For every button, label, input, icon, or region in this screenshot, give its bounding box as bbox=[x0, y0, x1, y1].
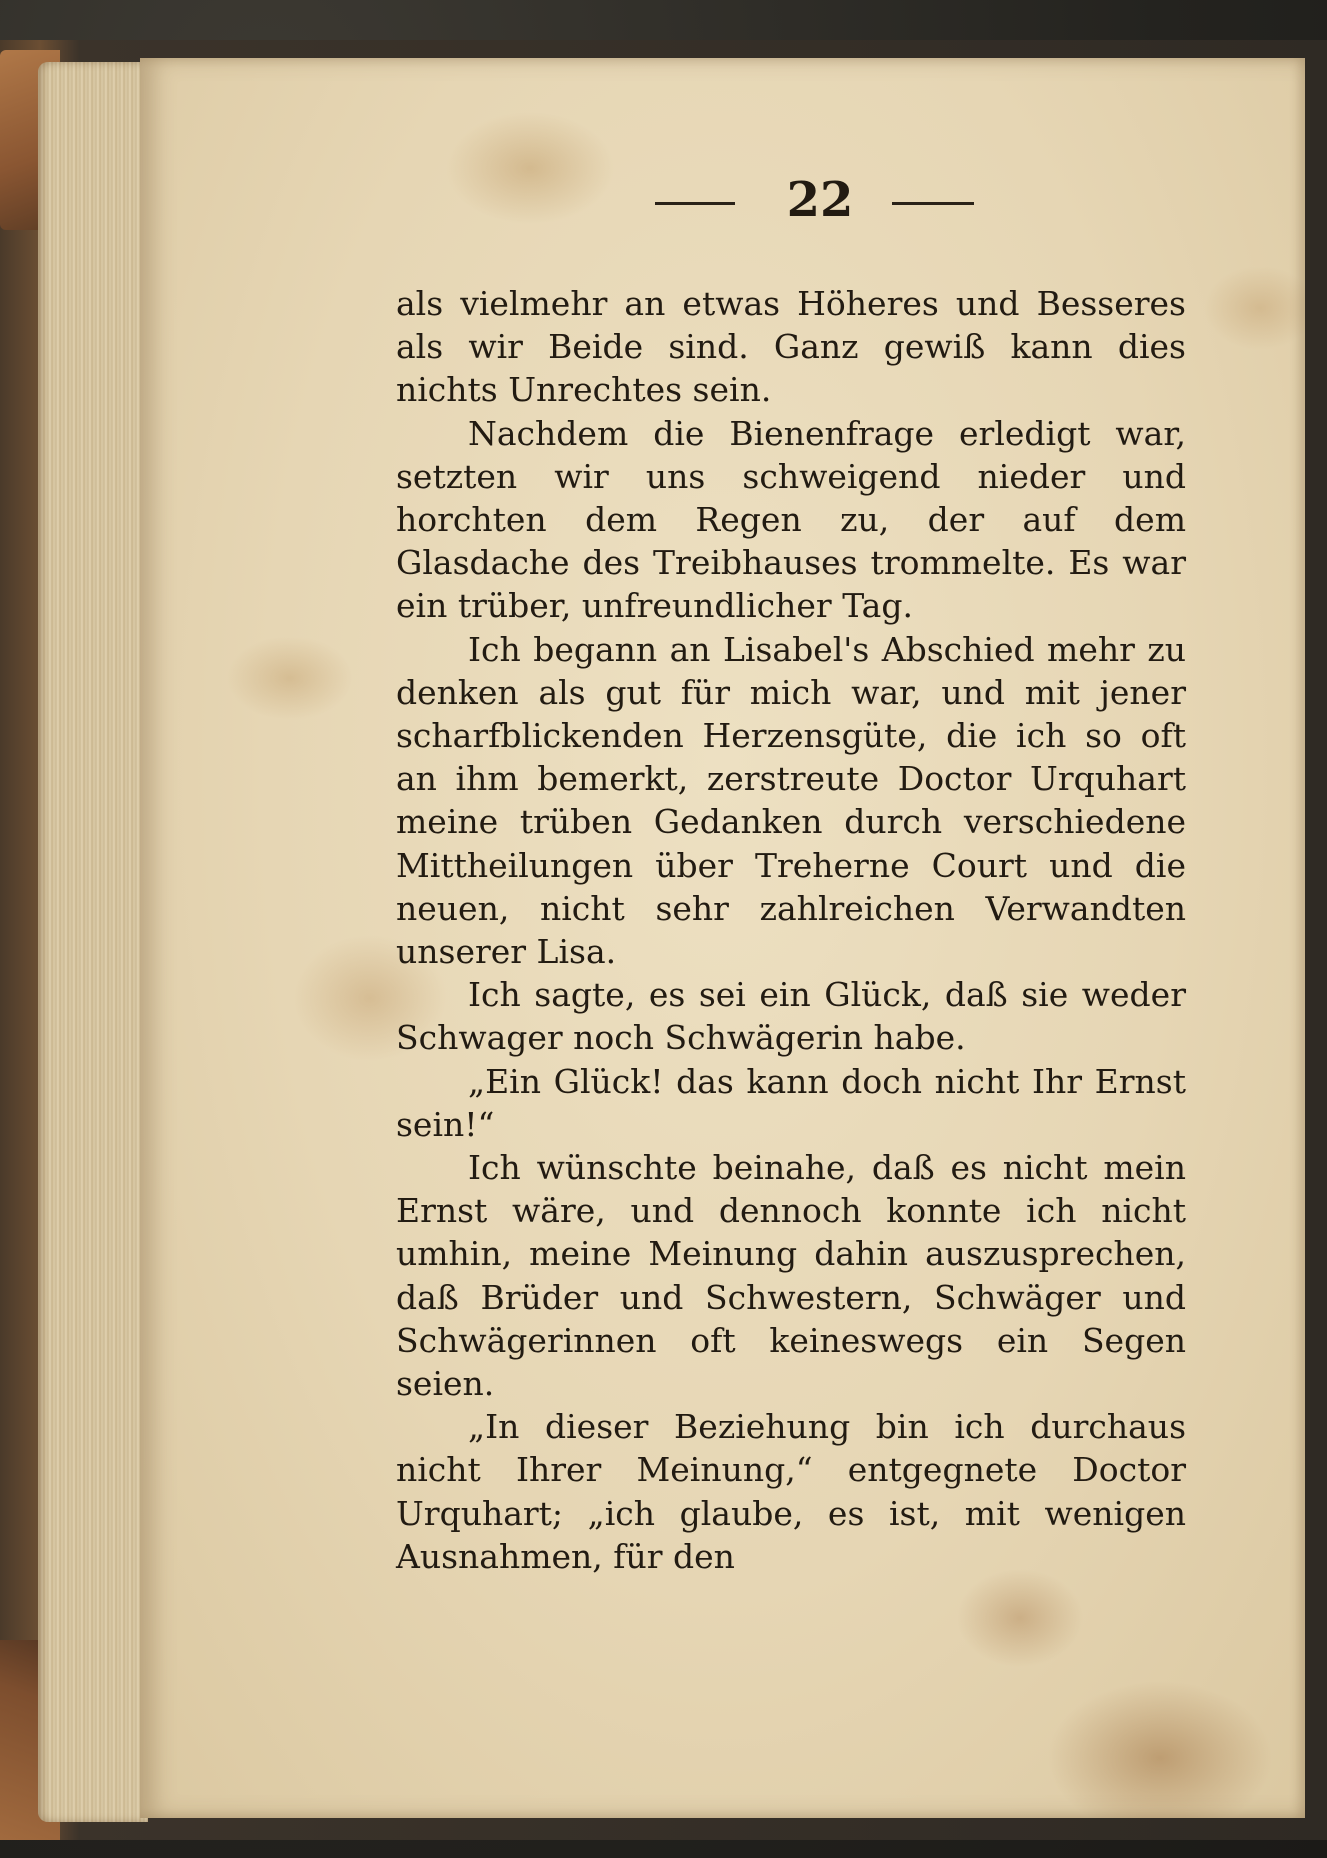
paragraph: Ich begann an Lisabel's Abschied mehr zu denken als gut für mich war, und mit jener scharfblickenden Herzensgüte, die ich so oft an ihm bemerkt, zerstreute Doctor Urquhart meine trüben Gedanken durch verschiedene Mittheilungen über Treherne Court und die neuen, nicht sehr zahlreichen Verwandten unserer Lisa. bbox=[396, 629, 1186, 972]
body-text bbox=[396, 282, 1186, 1578]
page-number: 22 bbox=[786, 172, 854, 228]
paragraph: als vielmehr an etwas Höheres und Besseres als wir Beide sind. Ganz gewiß kann dies nichts Unrechtes sein. bbox=[396, 284, 1186, 410]
paragraph: „In dieser Beziehung bin ich durchaus nicht Ihrer Meinung,“ entgegnete Doctor Urquhart; „ich glaube, es ist, mit wenigen Ausnahmen, für den bbox=[396, 1407, 1186, 1576]
paragraph: Nachdem die Bienenfrage erledigt war, setzten wir uns schweigend nieder und horchten dem Regen zu, der auf dem Glasdache des Treibhauses trommelte. Es war ein trüber, unfreundlicher Tag. bbox=[396, 413, 1186, 626]
page-header bbox=[140, 170, 1305, 230]
book-page bbox=[140, 58, 1305, 1818]
paragraph: Ich sagte, es sei ein Glück, daß sie weder Schwager noch Schwägerin habe. bbox=[396, 975, 1186, 1058]
header-rule-right bbox=[892, 202, 974, 205]
header-rule-left bbox=[655, 202, 735, 205]
paragraph: Ich wünschte beinahe, daß es nicht mein Ernst wäre, und dennoch konnte ich nicht umhin, meine Meinung dahin auszusprechen, daß Brüder und Schwestern, Schwäger und Schwägerinnen oft keineswegs ein Segen seien. bbox=[396, 1148, 1186, 1404]
paragraph: „Ein Glück! das kann doch nicht Ihr Ernst sein!“ bbox=[396, 1061, 1186, 1144]
page-block-edges bbox=[38, 62, 148, 1822]
